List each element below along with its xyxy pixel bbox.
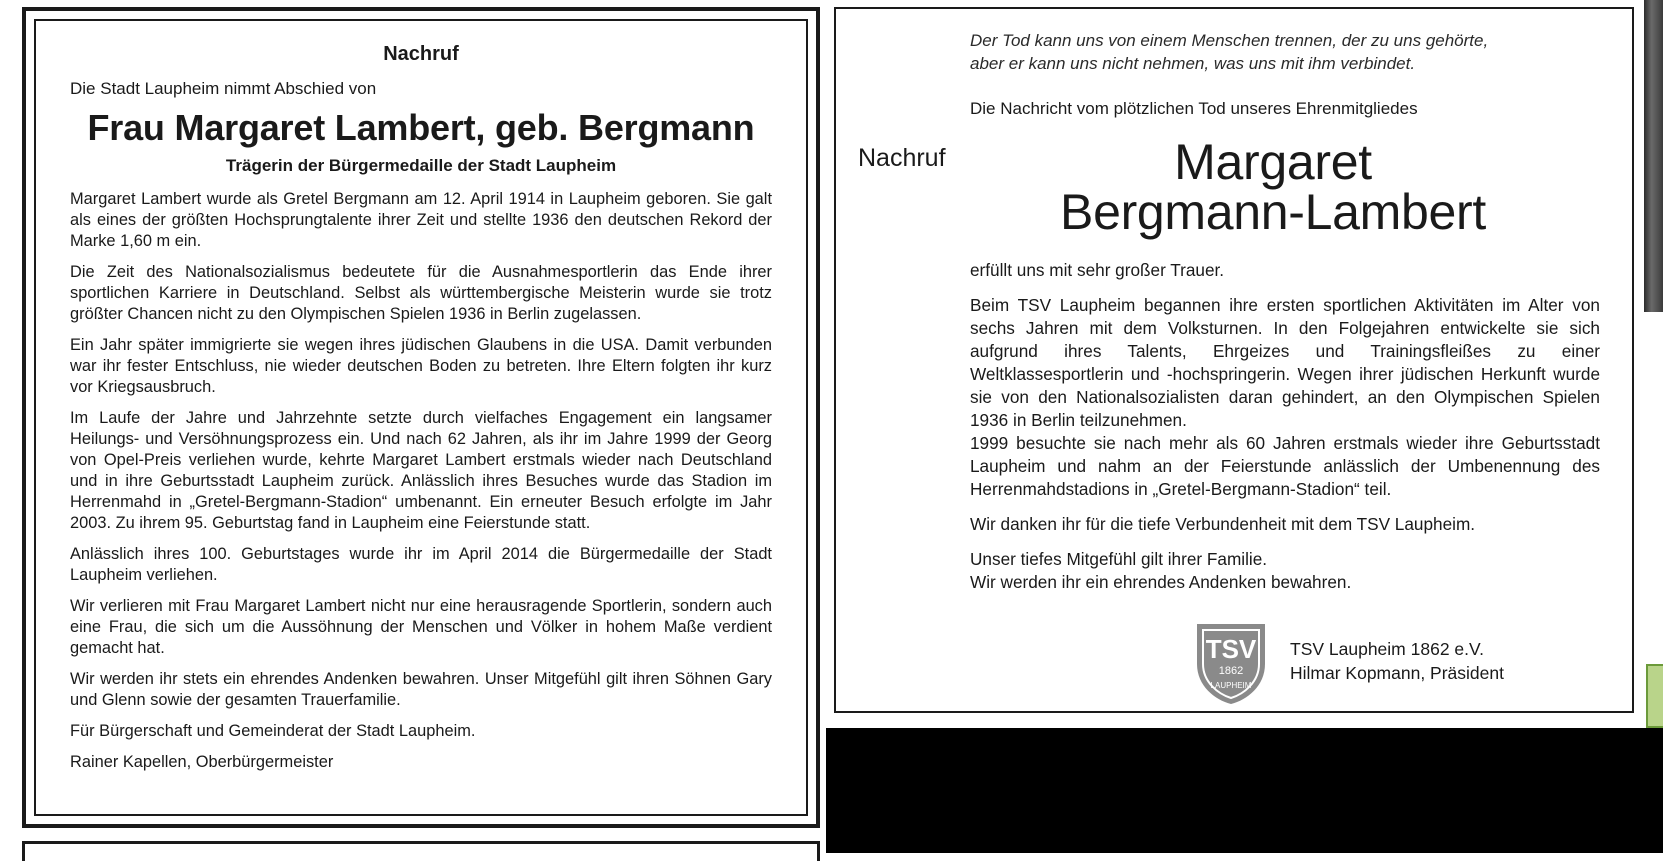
quote-line: Der Tod kann uns von einem Menschen trennen, der zu uns gehörte, bbox=[970, 31, 1489, 50]
signature-block bbox=[1290, 637, 1504, 685]
body-paragraph: Margaret Lambert wurde als Gretel Bergmann am 12. April 1914 in Laupheim geboren. Sie galt als eines der größten Hochsprungtalente ihrer Zeit und stellte 1936 den deutschen Rekord der Marke 1,60 m ein. bbox=[70, 190, 772, 250]
signatory: Rainer Kapellen, Oberbürgermeister bbox=[70, 753, 334, 771]
sadness-line: erfüllt uns mit sehr großer Trauer. bbox=[970, 260, 1225, 280]
notice-body bbox=[970, 259, 1600, 606]
black-area bbox=[826, 728, 1663, 853]
quote-line: aber er kann uns nicht nehmen, was uns mit ihm verbindet. bbox=[970, 54, 1416, 73]
body-paragraph: Wir werden ihr stets ein ehrendes Andenken bewahren. Unser Mitgefühl gilt ihren Söhnen Gary und Glenn sowie der gesamten Trauerfamilie. bbox=[70, 670, 772, 709]
closing-line: Für Bürgerschaft und Gemeinderat der Stadt Laupheim. bbox=[70, 722, 476, 740]
logo-text: TSV bbox=[1205, 634, 1257, 664]
club-obituary-notice bbox=[834, 7, 1634, 713]
deceased-name: Frau Margaret Lambert, geb. Bergmann bbox=[87, 107, 755, 148]
city-obituary-notice bbox=[22, 7, 820, 828]
honor-subtitle: Trägerin der Bürgermedaille der Stadt Laupheim bbox=[225, 156, 617, 175]
clipped-photo bbox=[1644, 0, 1663, 312]
sympathy-line: Unser tiefes Mitgefühl gilt ihrer Familie. bbox=[970, 549, 1268, 569]
notice-body bbox=[70, 189, 772, 773]
clipped-green-ad bbox=[1646, 664, 1663, 728]
body-paragraph: Ein Jahr später immigrierte sie wegen ihres jüdischen Glaubens in die USA. Damit verbunden war ihr fester Entschluss, nie wieder deutschen Boden zu betreten. Ihre Eltern folgten ihr kurz vor Kriegsausbruch. bbox=[70, 336, 772, 396]
body-paragraph: 1999 besuchte sie nach mehr als 60 Jahren erstmals wieder ihre Geburtsstadt Laupheim und nahm an der Feierstunde anlässlich der Umbenennung des Herrenmahdstadions in „Gretel-Bergmann-Stadion“ teil. bbox=[970, 433, 1600, 499]
notice-intro: Die Stadt Laupheim nimmt Abschied von bbox=[70, 79, 377, 98]
next-notice-border bbox=[22, 841, 820, 861]
name-line-first: Margaret bbox=[1174, 134, 1372, 190]
name-line-last: Bergmann-Lambert bbox=[1060, 184, 1486, 240]
thanks-line: Wir danken ihr für die tiefe Verbundenheit mit dem TSV Laupheim. bbox=[970, 514, 1476, 534]
sympathy-line: Wir werden ihr ein ehrendes Andenken bewahren. bbox=[970, 572, 1352, 592]
notice-label: Nachruf bbox=[858, 144, 946, 172]
notice-intro: Die Nachricht vom plötzlichen Tod unseres Ehrenmitgliedes bbox=[970, 99, 1418, 118]
club-name: TSV Laupheim 1862 e.V. bbox=[1290, 639, 1484, 659]
president-name: Hilmar Kopmann, Präsident bbox=[1290, 663, 1504, 683]
city-obituary-inner-frame bbox=[34, 19, 808, 816]
body-paragraph: Wir verlieren mit Frau Margaret Lambert nicht nur eine herausragende Sportlerin, sondern auch eine Frau, die sich um die Aussöhnung der Menschen und Völker in hohem Maße verdient gemacht hat. bbox=[70, 597, 772, 657]
body-paragraph: Beim TSV Laupheim begannen ihre ersten sportlichen Aktivitäten im Alter von sechs Jahren mit dem Volksturnen. In den Folgejahren entwickelte sie sich aufgrund ihres Talents, Ehrgeizes und Trainingsfleißes zu einer Weltklassesportlerin und -hochspringerin. Wegen ihrer jüdischen Herkunft wurde sie von den Nationalsozialisten daran gehindert, an den Olympischen Spielen 1936 in Berlin teilzunehmen. bbox=[970, 295, 1600, 430]
deceased-name bbox=[970, 134, 1576, 240]
logo-year: 1862 bbox=[1218, 665, 1244, 677]
notice-heading: Nachruf bbox=[383, 43, 459, 65]
memorial-quote bbox=[970, 29, 1590, 75]
body-paragraph: Im Laufe der Jahre und Jahrzehnte setzte durch vielfaches Engagement ein langsamer Heilungs- und Versöhnungsprozess ein. Und nach 62 Jahren, als ihr im Jahre 1999 der Georg von Opel-Preis verliehen wurde, kehrte Margaret Lambert erstmals wieder nach Deutschland und in ihre Geburtsstadt Laupheim zurück. Anlässlich ihres Besuches wurde das Stadion im Herrenmahd in „Gretel-Bergmann-Stadion“ umbenannt. Ein erneuter Besuch erfolgte im Jahr 2003. Zu ihrem 95. Geburtstag fand in Laupheim eine Feierstunde statt. bbox=[70, 409, 772, 532]
body-paragraph: Die Zeit des Nationalsozialismus bedeutete für die Ausnahmesportlerin das Ende ihrer sportlichen Karriere in Deutschland. Selbst als württembergische Meisterin wurde sie trotz größter Chancen nicht zu den Olympischen Spielen 1936 in Berlin zugelassen. bbox=[70, 263, 772, 323]
logo-town: LAUPHEIM bbox=[1210, 681, 1252, 690]
body-paragraph: Anlässlich ihres 100. Geburtstages wurde ihr im April 2014 die Bürgermedaille der Stadt Laupheim verliehen. bbox=[70, 545, 772, 584]
tsv-logo-icon bbox=[1187, 618, 1275, 706]
